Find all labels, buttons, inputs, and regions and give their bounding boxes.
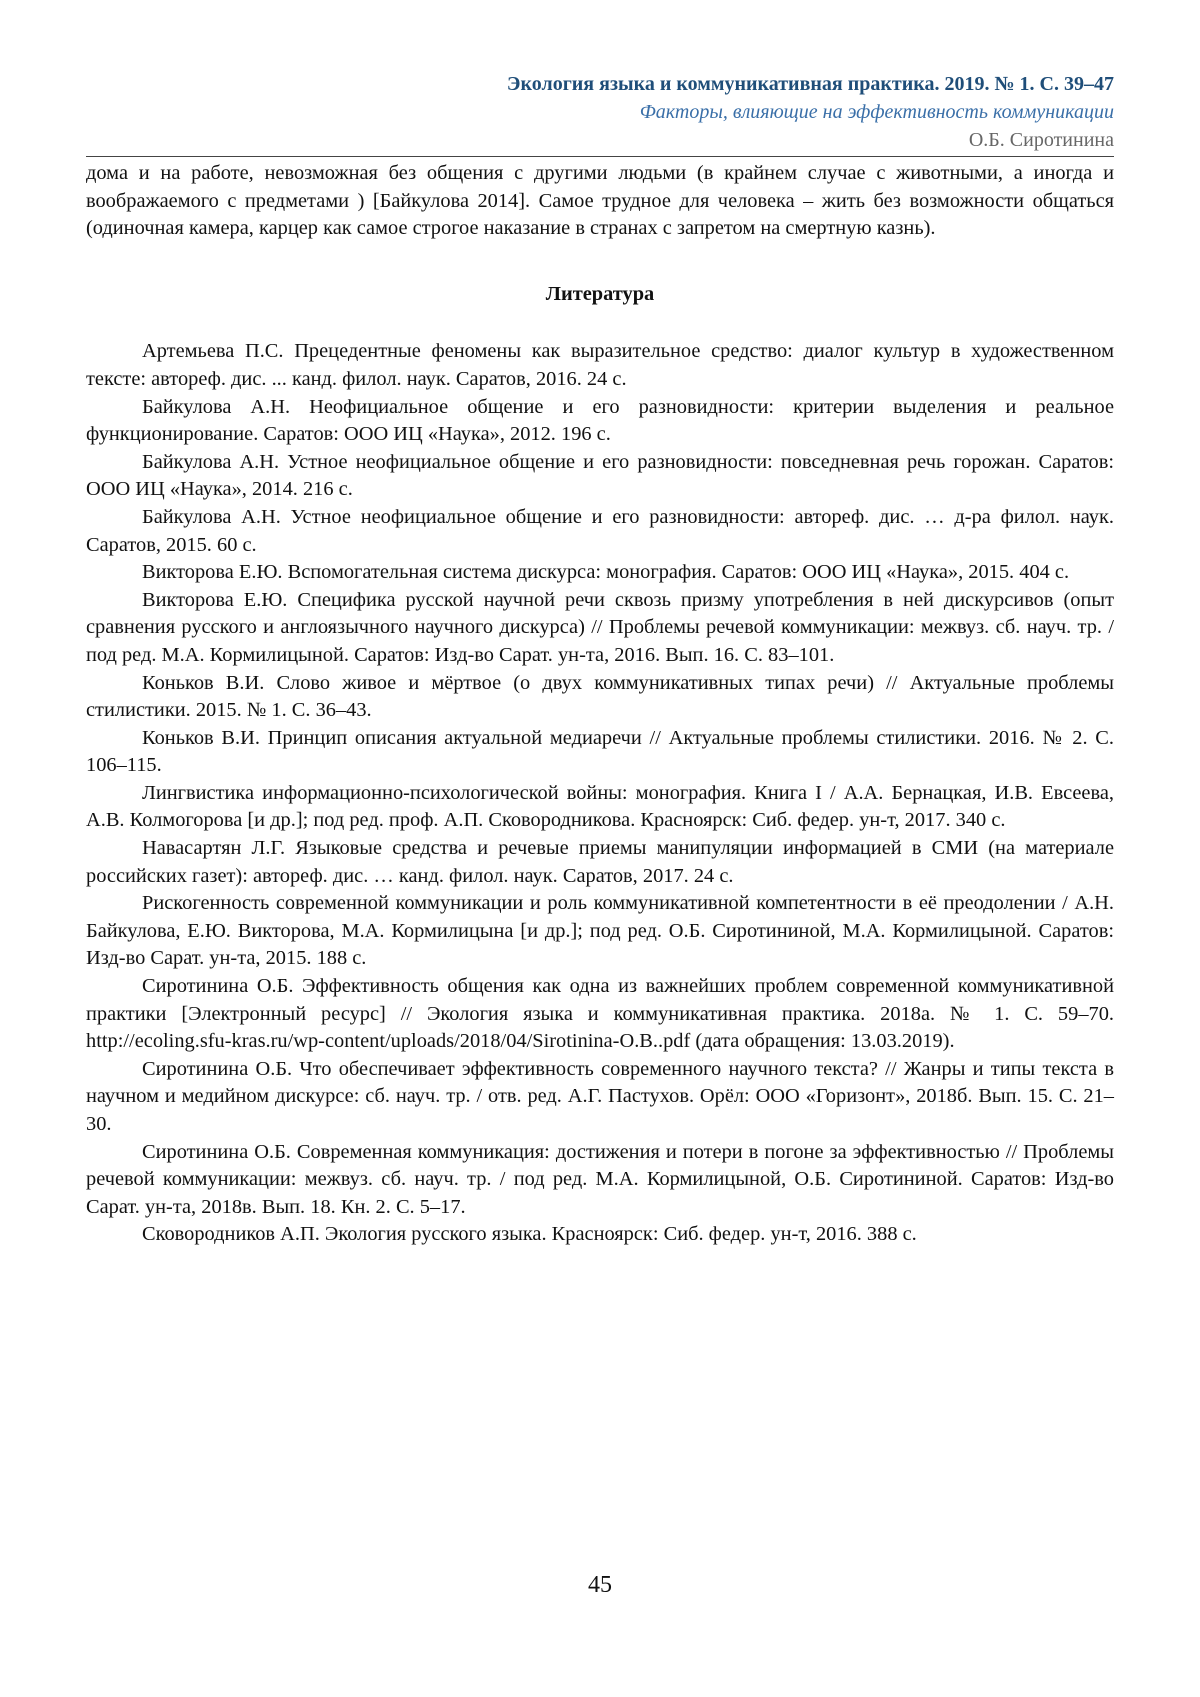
article-topic: Факторы, влияющие на эффективность коммуникации: [639, 101, 1114, 123]
reference-item: Сиротинина О.Б. Что обеспечивает эффективность современного научного текста? // Жанры и типы текста в научном и медийном дискурсе: сб. науч. тр. / отв. ред. А.Г. Пастухов. Орёл: ООО «Горизонт», 2018б. Вып. 15. С. 21–30.: [86, 1057, 1114, 1135]
reference-item: Лингвистика информационно-психологической войны: монография. Книга I / А.А. Бернацкая, И.В. Евсеева, А.В. Колмогорова [и др.]; под ред. проф. А.П. Сковородникова. Красноярск: Сиб. федер. ун-т, 2017. 340 с.: [86, 781, 1114, 832]
reference-item: Рискогенность современной коммуникации и роль коммуникативной компетентности в её преодолении / А.Н. Байкулова, Е.Ю. Викторова, М.А. Кормилицына [и др.]; под ред. О.Б. Сиротининой, М.А. Кормилицыной. Саратов: Изд-во Сарат. ун-та, 2015. 188 с.: [86, 892, 1114, 970]
reference-item: Байкулова А.Н. Неофициальное общение и его разновидности: критерии выделения и реальное функционирование. Саратов: ООО ИЦ «Наука», 2012. 196 с.: [86, 395, 1114, 446]
page-number: 45: [588, 1572, 612, 1598]
reference-item: Артемьева П.С. Прецедентные феномены как выразительное средство: диалог культур в художественном тексте: автореф. дис. ... канд. филол. наук. Саратов, 2016. 24 с.: [86, 340, 1114, 390]
references-heading: Литература: [545, 282, 655, 305]
page-content: [86, 160, 1114, 1249]
journal-citation: Экология языка и коммуникативная практика. 2019. № 1. С. 39–47: [506, 73, 1114, 95]
reference-item: Коньков В.И. Принцип описания актуальной медиаречи // Актуальные проблемы стилистики. 2016. № 2. С. 106–115.: [86, 726, 1114, 777]
reference-item: Сиротинина О.Б. Эффективность общения как одна из важнейших проблем современной коммуникативной практики [Электронный ресурс] // Экология языка и коммуникативная практика. 2018а. № 1. С. 59–70. http://ecoling.sfu-kras.ru/wp-content/uploads/2018/04/Sirotinina-O.B..pdf (дата обращения: 13.03.2019).: [86, 975, 1114, 1053]
reference-list: [86, 338, 1114, 1249]
reference-item: Викторова Е.Ю. Вспомогательная система дискурса: монография. Саратов: ООО ИЦ «Наука», 2015. 404 с.: [142, 561, 1070, 584]
reference-item: Сиротинина О.Б. Современная коммуникация: достижения и потери в погоне за эффективностью // Проблемы речевой коммуникации: межвуз. сб. науч. тр. / под ред. М.А. Кормилицыной, О.Б. Сиротининой. Саратов: Изд-во Сарат. ун-та, 2018в. Вып. 18. Кн. 2. С. 5–17.: [86, 1140, 1114, 1218]
reference-item: Навасартян Л.Г. Языковые средства и речевые приемы манипуляции информацией в СМИ (на материале российских газет): автореф. дис. … канд. филол. наук. Саратов, 2017. 24 с.: [86, 837, 1114, 887]
article-author: О.Б. Сиротинина: [968, 129, 1114, 151]
reference-item: Байкулова А.Н. Устное неофициальное общение и его разновидности: автореф. дис. … д-ра филол. наук. Саратов, 2015. 60 с.: [86, 505, 1114, 556]
reference-item: Байкулова А.Н. Устное неофициальное общение и его разновидности: повседневная речь горожан. Саратов: ООО ИЦ «Наука», 2014. 216 с.: [86, 450, 1114, 501]
reference-item: Викторова Е.Ю. Специфика русской научной речи сквозь призму употребления в ней дискурсивов (опыт сравнения русского и англоязычного научного дискурса) // Проблемы речевой коммуникации: межвуз. сб. науч. тр. / под ред. М.А. Кормилицыной. Саратов: Изд-во Сарат. ун-та, 2016. Вып. 16. С. 83–101.: [86, 588, 1114, 666]
body-paragraph: дома и на работе, невозможная без общения с другими людьми (в крайнем случае с животными, а иногда и воображаемого с предметами ) [Байкулова 2014]. Самое трудное для человека – жить без возможности общаться (одиночная камера, карцер как самое строгое наказание в странах с запретом на смертную казнь).: [86, 162, 1114, 240]
header-divider: [86, 156, 1114, 157]
running-header: [86, 70, 1114, 154]
reference-item: Коньков В.И. Слово живое и мёртвое (о двух коммуникативных типах речи) // Актуальные проблемы стилистики. 2015. № 1. С. 36–43.: [86, 671, 1114, 722]
reference-item: Сковородников А.П. Экология русского языка. Красноярск: Сиб. федер. ун-т, 2016. 388 с.: [142, 1223, 917, 1246]
